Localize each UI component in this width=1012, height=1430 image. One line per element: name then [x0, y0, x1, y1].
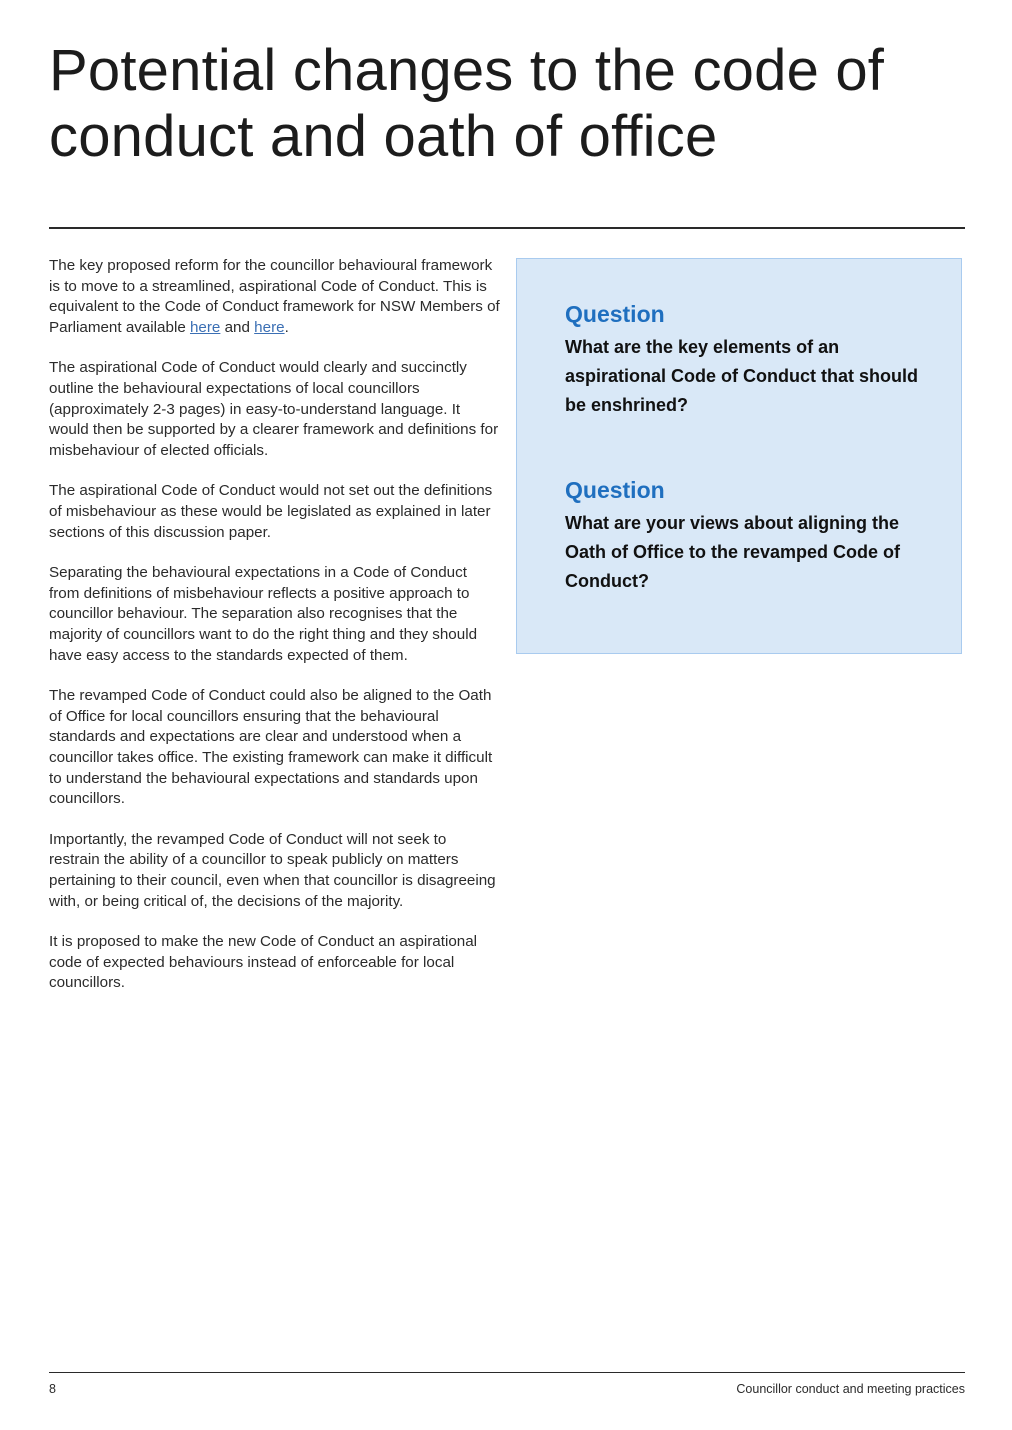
page-number: 8: [49, 1382, 56, 1396]
footer-document-title: Councillor conduct and meeting practices: [736, 1382, 965, 1396]
question-1-heading: Question: [565, 301, 665, 327]
page-title: Potential changes to the code of conduct and oath of office: [49, 38, 885, 169]
title-divider: [49, 227, 965, 229]
here-link-1[interactable]: here: [189, 319, 221, 337]
footer-divider: [49, 1372, 965, 1373]
body-paragraph-3: The aspirational Code of Conduct would not set out the definitions of misbehaviour as these would be legislated as explained in later sections of this discussion paper.: [49, 482, 493, 541]
question-1: [565, 299, 925, 420]
body-paragraph-1-and: and: [220, 319, 255, 337]
body-paragraph-6: Importantly, the revamped Code of Conduct will not seek to restrain the ability of a councillor to speak publicly on matters pertaining to their council, even when that councillor is disagreeing with, or being critical of, the decisions of the majority.: [49, 830, 496, 910]
body-paragraph-1-text: The key proposed reform for the councillor behavioural framework is to move to a streamlined, aspirational Code of Conduct. This is equivalent to the Code of Conduct framework for NSW Members of Parliament available: [49, 257, 500, 337]
question-2-text: What are your views about aligning the Oath of Office to the revamped Code of Conduct?: [565, 513, 901, 591]
question-box: [516, 258, 962, 654]
here-link-2[interactable]: here: [254, 319, 285, 337]
question-2-heading: Question: [565, 477, 665, 503]
body-paragraph-4: Separating the behavioural expectations in a Code of Conduct from definitions of misbehaviour reflects a positive approach to councillor behaviour. The separation also recognises that the majority of councillors want to do the right thing and they should have easy access to the standards expected of them.: [49, 563, 478, 664]
body-paragraph-1-end: .: [284, 319, 289, 337]
question-1-text: What are the key elements of an aspirational Code of Conduct that should be enshrined?: [565, 337, 918, 415]
body-text-column: [49, 256, 501, 1014]
body-paragraph-2: The aspirational Code of Conduct would clearly and succinctly outline the behavioural expectations of local councillors (approximately 2-3 pages) in easy-to-understand language. It would then be supported by a clearer framework and definitions for misbehaviour of elected officials.: [49, 359, 499, 460]
body-paragraph-1: [49, 256, 501, 339]
body-paragraph-5: The revamped Code of Conduct could also be aligned to the Oath of Office for local councillors ensuring that the behavioural standards and expectations are clear and understood when a councillor takes office. The existing framework can make it difficult to understand the behavioural expectations and standards upon councillors.: [49, 686, 493, 808]
body-paragraph-7: It is proposed to make the new Code of Conduct an aspirational code of expected behaviours instead of enforceable for local councillors.: [49, 932, 478, 992]
question-2: [565, 475, 925, 596]
